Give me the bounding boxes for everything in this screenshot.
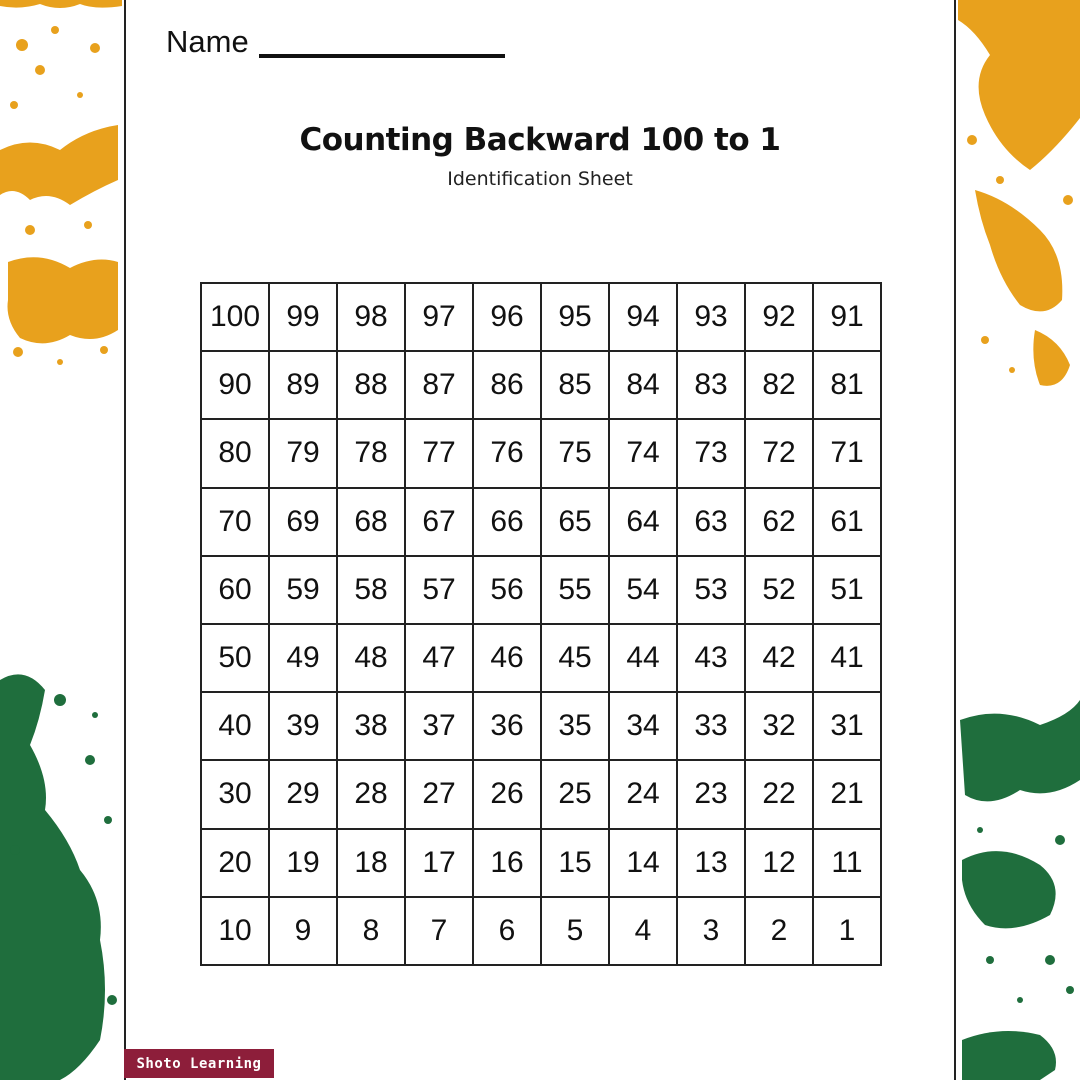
grid-cell: 63: [678, 489, 746, 557]
grid-cell: 96: [474, 284, 542, 352]
sheet-subtitle: Identification Sheet: [447, 168, 633, 190]
name-blank-line: [259, 54, 505, 58]
grid-cell: 56: [474, 557, 542, 625]
grid-cell: 44: [610, 625, 678, 693]
grid-cell: 92: [746, 284, 814, 352]
grid-cell: 76: [474, 420, 542, 488]
grid-cell: 17: [406, 830, 474, 898]
grid-cell: 24: [610, 761, 678, 829]
grid-cell: 97: [406, 284, 474, 352]
sheet-title: Counting Backward 100 to 1: [299, 122, 781, 158]
grid-cell: 84: [610, 352, 678, 420]
orange-splatter-right: [958, 0, 1080, 386]
grid-cell: 20: [202, 830, 270, 898]
grid-cell: 48: [338, 625, 406, 693]
grid-cell: 10: [202, 898, 270, 966]
grid-cell: 58: [338, 557, 406, 625]
name-label: Name: [166, 24, 249, 59]
grid-cell: 69: [270, 489, 338, 557]
grid-cell: 85: [542, 352, 610, 420]
grid-cell: 23: [678, 761, 746, 829]
grid-cell: 3: [678, 898, 746, 966]
grid-cell: 42: [746, 625, 814, 693]
grid-cell: 91: [814, 284, 882, 352]
grid-cell: 46: [474, 625, 542, 693]
grid-cell: 27: [406, 761, 474, 829]
grid-cell: 66: [474, 489, 542, 557]
grid-cell: 36: [474, 693, 542, 761]
grid-cell: 88: [338, 352, 406, 420]
grid-cell: 30: [202, 761, 270, 829]
grid-cell: 99: [270, 284, 338, 352]
grid-cell: 72: [746, 420, 814, 488]
grid-cell: 83: [678, 352, 746, 420]
grid-cell: 95: [542, 284, 610, 352]
number-grid: [200, 282, 882, 966]
grid-cell: 55: [542, 557, 610, 625]
grid-cell: 62: [746, 489, 814, 557]
grid-cell: 32: [746, 693, 814, 761]
grid-cell: 14: [610, 830, 678, 898]
grid-cell: 28: [338, 761, 406, 829]
grid-cell: 15: [542, 830, 610, 898]
grid-cell: 68: [338, 489, 406, 557]
grid-cell: 60: [202, 557, 270, 625]
grid-cell: 4: [610, 898, 678, 966]
grid-cell: 53: [678, 557, 746, 625]
grid-cell: 78: [338, 420, 406, 488]
grid-cell: 71: [814, 420, 882, 488]
grid-cell: 9: [270, 898, 338, 966]
grid-cell: 45: [542, 625, 610, 693]
grid-cell: 77: [406, 420, 474, 488]
grid-cell: 61: [814, 489, 882, 557]
grid-cell: 81: [814, 352, 882, 420]
grid-cell: 98: [338, 284, 406, 352]
grid-cell: 87: [406, 352, 474, 420]
grid-cell: 29: [270, 761, 338, 829]
grid-cell: 39: [270, 693, 338, 761]
grid-cell: 40: [202, 693, 270, 761]
grid-cell: 19: [270, 830, 338, 898]
grid-cell: 22: [746, 761, 814, 829]
grid-cell: 74: [610, 420, 678, 488]
grid-cell: 41: [814, 625, 882, 693]
grid-cell: 6: [474, 898, 542, 966]
orange-splatter-left: [0, 0, 122, 365]
grid-cell: 57: [406, 557, 474, 625]
grid-cell: 12: [746, 830, 814, 898]
grid-cell: 93: [678, 284, 746, 352]
grid-cell: 25: [542, 761, 610, 829]
grid-cell: 18: [338, 830, 406, 898]
grid-cell: 37: [406, 693, 474, 761]
name-row: [166, 24, 505, 60]
grid-cell: 13: [678, 830, 746, 898]
grid-cell: 51: [814, 557, 882, 625]
grid-cell: 1: [814, 898, 882, 966]
grid-cell: 34: [610, 693, 678, 761]
grid-cell: 50: [202, 625, 270, 693]
green-splatter-left: [0, 674, 117, 1080]
grid-cell: 67: [406, 489, 474, 557]
grid-cell: 59: [270, 557, 338, 625]
grid-cell: 21: [814, 761, 882, 829]
grid-cell: 75: [542, 420, 610, 488]
grid-cell: 73: [678, 420, 746, 488]
grid-cell: 33: [678, 693, 746, 761]
grid-cell: 65: [542, 489, 610, 557]
grid-cell: 52: [746, 557, 814, 625]
grid-cell: 89: [270, 352, 338, 420]
grid-cell: 47: [406, 625, 474, 693]
worksheet-page: [124, 0, 956, 1080]
grid-cell: 26: [474, 761, 542, 829]
grid-cell: 7: [406, 898, 474, 966]
grid-cell: 5: [542, 898, 610, 966]
grid-cell: 86: [474, 352, 542, 420]
green-splatter-right: [960, 700, 1080, 1080]
grid-cell: 82: [746, 352, 814, 420]
grid-cell: 31: [814, 693, 882, 761]
grid-cell: 90: [202, 352, 270, 420]
grid-cell: 54: [610, 557, 678, 625]
grid-cell: 8: [338, 898, 406, 966]
grid-cell: 100: [202, 284, 270, 352]
grid-cell: 64: [610, 489, 678, 557]
grid-cell: 43: [678, 625, 746, 693]
grid-cell: 94: [610, 284, 678, 352]
grid-cell: 11: [814, 830, 882, 898]
brand-badge: Shoto Learning: [124, 1049, 274, 1078]
grid-cell: 70: [202, 489, 270, 557]
grid-cell: 16: [474, 830, 542, 898]
grid-cell: 80: [202, 420, 270, 488]
grid-cell: 35: [542, 693, 610, 761]
grid-cell: 2: [746, 898, 814, 966]
grid-cell: 49: [270, 625, 338, 693]
grid-cell: 79: [270, 420, 338, 488]
grid-cell: 38: [338, 693, 406, 761]
